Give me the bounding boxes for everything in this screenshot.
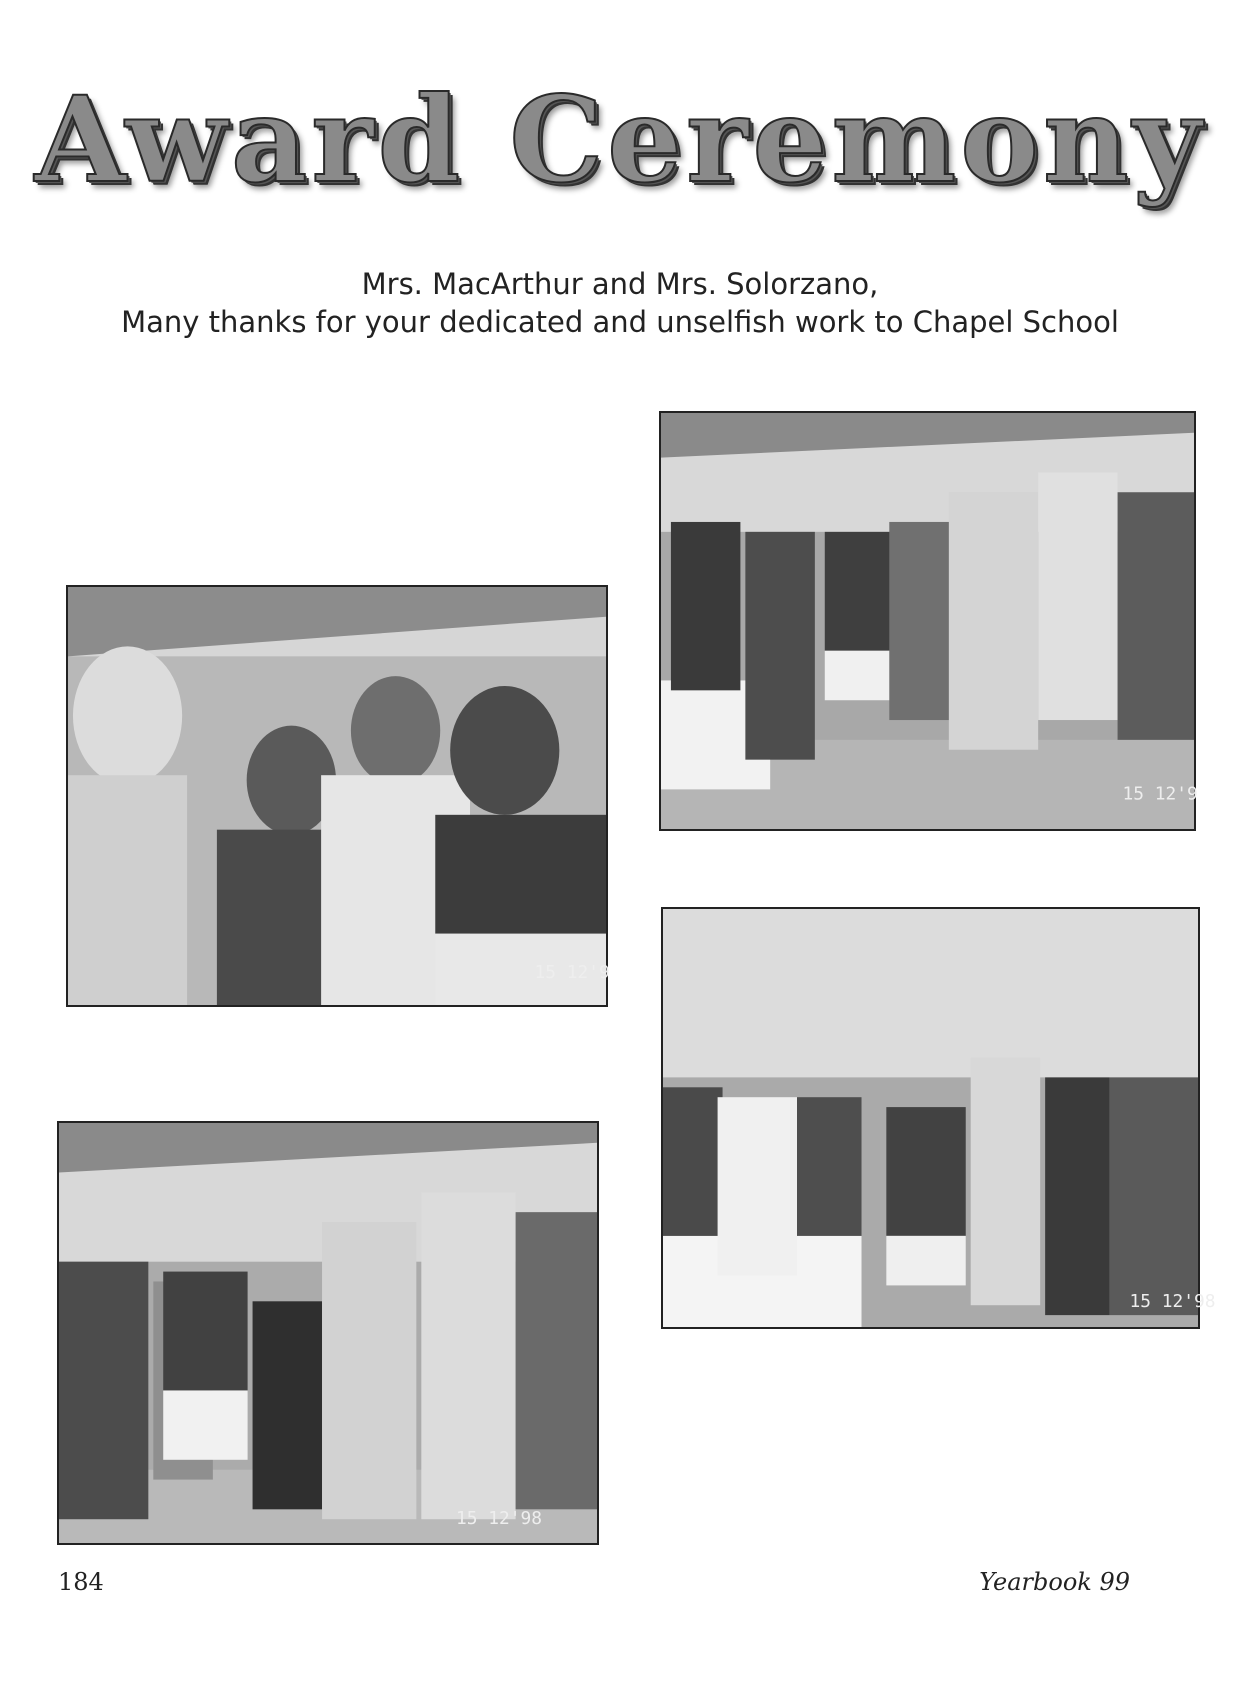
photo-date-stamp: 15 12'9 [534, 962, 610, 984]
page-number: 184 [58, 1568, 104, 1596]
dedication-line-2: Many thanks for your dedicated and unselfish work to Chapel School [121, 305, 1119, 339]
photo-ceremony-presentation [659, 411, 1196, 831]
photo-group-applause [661, 907, 1216, 1329]
publication-name: Yearbook 99 [979, 1568, 1130, 1596]
photo-image [661, 413, 1198, 829]
photo-date-stamp: 15 12'98 [456, 1508, 543, 1530]
photo-group-standing [57, 1121, 599, 1545]
photo-date-stamp: 15 12'98 [1129, 1291, 1216, 1313]
photo-group-portrait [66, 585, 608, 1007]
page-title: Award Ceremony [34, 70, 1206, 209]
photo-image [68, 587, 610, 1005]
photo-date-stamp: 15 12'9 [1122, 783, 1198, 805]
photo-image [663, 909, 1216, 1327]
photo-image [59, 1123, 597, 1543]
dedication-line-1: Mrs. MacArthur and Mrs. Solorzano, [361, 267, 879, 301]
